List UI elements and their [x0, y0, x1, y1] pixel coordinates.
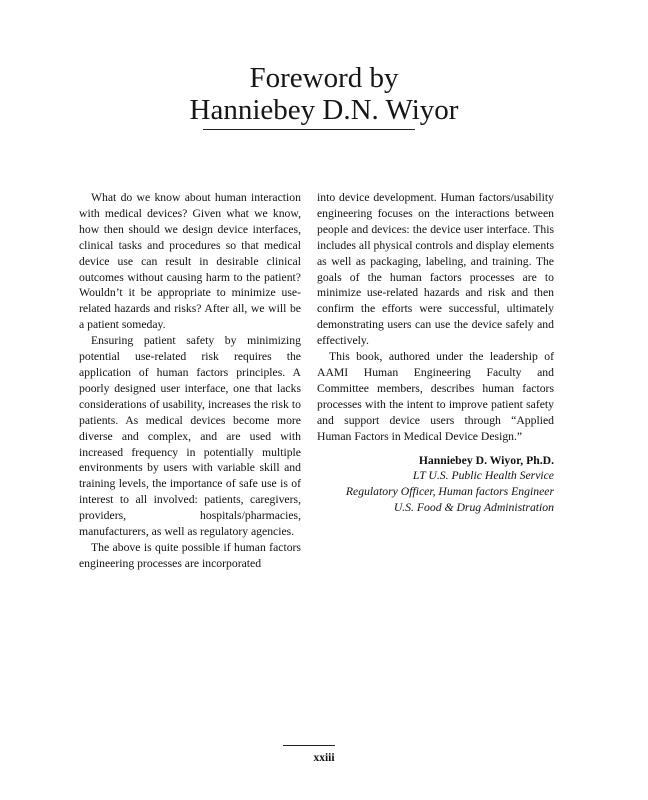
title-line-1: Foreword by [249, 62, 399, 94]
folio-divider [283, 745, 335, 746]
title-line-2: Hanniebey D.N. Wiyor [189, 94, 459, 126]
page-title [0, 62, 648, 126]
right-column [317, 190, 554, 516]
paragraph: This book, authored under the leadership of AAMI Human Engineering Faculty and Committee members, describes human factors processes with the intent to improve patient safety and support device users through “Applied Human Factors in Medical Device Design.” [317, 350, 554, 443]
signature-block [317, 453, 554, 517]
signature-line-2: Regulatory Officer, Human factors Engineer [345, 485, 554, 499]
left-column [79, 190, 301, 572]
paragraph: The above is quite possible if human factors engineering processes are incorporated [79, 540, 301, 570]
page-number: xxiii [313, 752, 335, 764]
paragraph: What do we know about human interaction with medical devices? Given what we know, how then should we design device interfaces, clinical tasks and procedures so that medical device use can result in desirable clinical outcomes without causing harm to the patient? Wouldn’t it be appropriate to minimize use-related hazards and risks? After all, we will be a patient someday. [79, 191, 301, 332]
title-divider [203, 129, 415, 130]
signature-name: Hanniebey D. Wiyor, Ph.D. [418, 453, 554, 467]
signature-line-3: U.S. Food & Drug Administration [393, 501, 554, 515]
signature-line-1: LT U.S. Public Health Service [412, 469, 554, 483]
paragraph: Ensuring patient safety by minimizing potential use-related risk requires the application of human factors principles. A poorly designed user interface, one that lacks considerations of usability, increases the risk to patients. As medical devices become more diverse and complex, and are used with increased frequency in potentially multiple environments by users with variable skill and training levels, the importance of safe use is of interest to all involved: patients, caregivers, providers, hospitals/pharmacies, manufacturers, as well as regulatory agencies. [79, 334, 301, 539]
paragraph: into device development. Human factors/usability engineering focuses on the interactions between people and devices: the device user interface. This includes all physical controls and display elements as well as packaging, labeling, and training. The goals of the human factors processes are to minimize use-related hazards and risk and then confirm the efforts were successful, ultimately demonstrating users can use the device safely and effectively. [317, 191, 554, 348]
